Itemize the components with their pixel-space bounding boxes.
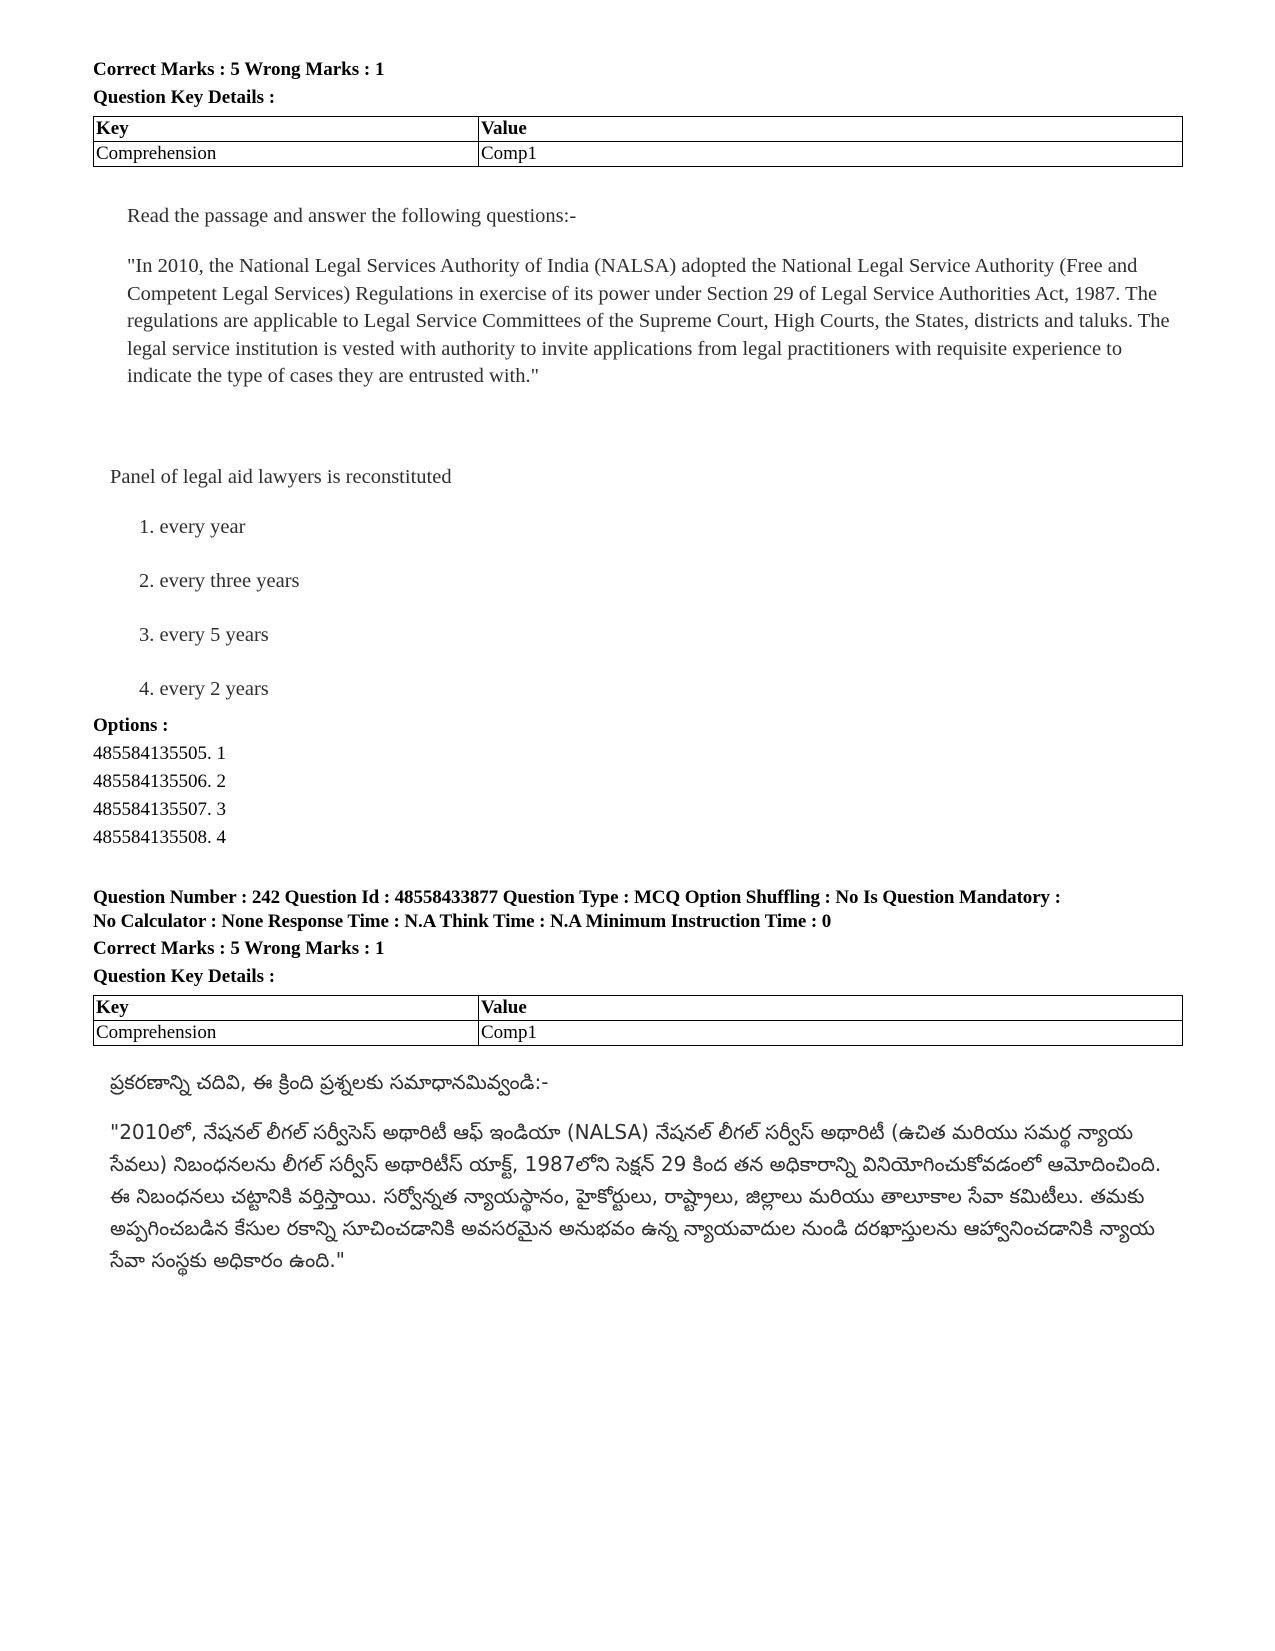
marks-line: Correct Marks : 5 Wrong Marks : 1 xyxy=(93,59,385,80)
question-header xyxy=(93,884,1183,936)
key-details-label: Question Key Details : xyxy=(93,87,276,108)
choice-item: 2. every three years xyxy=(139,570,300,592)
table-row xyxy=(94,142,1183,167)
choice-list xyxy=(139,514,739,730)
marks-line: Correct Marks : 5 Wrong Marks : 1 xyxy=(93,938,385,959)
options-list xyxy=(93,740,1183,852)
table-cell-key: Comprehension xyxy=(94,142,479,167)
passage-paragraph: "In 2010, the National Legal Services Authority of India (NALSA) adopted the National Legal Service Authority (Free and Competent Legal Services) Regulations in exercise of its power under Section 29 of Legal Service Authorities Act, 1987. The regulations are applicable to Legal Service Committees of the Supreme Court, High Courts, the States, districts and taluks. The legal service institution is vested with authority to invite applications from legal practitioners with requisite experience to indicate the type of cases they are entrusted with." xyxy=(127,255,1170,387)
option-item: 485584135508. 4 xyxy=(93,827,226,848)
choice-item: 1. every year xyxy=(139,516,246,538)
table-header-value: Value xyxy=(479,996,1183,1021)
option-item: 485584135506. 2 xyxy=(93,771,226,792)
table-header-row xyxy=(94,117,1183,142)
choice-item: 3. every 5 years xyxy=(139,624,269,646)
key-details-table xyxy=(93,995,1183,1046)
key-details-table xyxy=(93,116,1183,167)
table-cell-key: Comprehension xyxy=(94,1021,479,1046)
passage-intro: Read the passage and answer the following questions:- xyxy=(127,205,577,227)
question-text: Panel of legal aid lawyers is reconstituted xyxy=(110,466,452,488)
key-details-label: Question Key Details : xyxy=(93,966,276,987)
table-cell-value: Comp1 xyxy=(479,142,1183,167)
option-item: 485584135505. 1 xyxy=(93,743,226,764)
table-row xyxy=(94,1021,1183,1046)
passage-intro-telugu: ప్రకరణాన్ని చదివి, ఈ క్రింది ప్రశ్నలకు సమాధానమివ్వండి:- xyxy=(110,1070,549,1094)
table-header-key: Key xyxy=(94,117,479,142)
table-header-value: Value xyxy=(479,117,1183,142)
table-cell-value: Comp1 xyxy=(479,1021,1183,1046)
option-item: 485584135507. 3 xyxy=(93,799,226,820)
passage-text-telugu: "2010లో, నేషనల్ లీగల్ సర్వీసెస్ అథారిటీ ఆఫ్ ఇండియా (NALSA) నేషనల్ లీగల్ సర్వీస్ అథారిటీ (ఉచిత మరియు సమర్థ న్యాయ సేవలు) నిబంధనలను లీగల్ సర్వీస్ అథారిటీస్ యాక్ట్, 1987లోని సెక్షన్ 29 కింద తన అధికారాన్ని వినియోగించుకోవడంలో ఆమోదించింది. ఈ నిబంధనలు చట్టానికి వర్తిస్తాయి. సర్వోన్నత న్యాయస్థానం, హైకోర్టులు, రాష్ట్రాలు, జిల్లాలు మరియు తాలూకాల సేవా కమిటీలు. తమకు అప్పగించబడిన కేసుల రకాన్ని సూచించడానికి అవసరమైన అనుభవం ఉన్న న్యాయవాదుల నుండి దరఖాస్తులను ఆహ్వానించడానికి న్యాయ సేవా సంస్థకు అధికారం ఉంది." xyxy=(110,1120,1162,1272)
options-label: Options : xyxy=(93,715,169,736)
question-header-line: Question Number : 242 Question Id : 48558433877 Question Type : MCQ Option Shuffling : No Is Question Mandatory : xyxy=(93,887,1061,908)
table-header-key: Key xyxy=(94,996,479,1021)
question-header-line: No Calculator : None Response Time : N.A Think Time : N.A Minimum Instruction Time : 0 xyxy=(93,911,832,932)
choice-item: 4. every 2 years xyxy=(139,678,269,700)
passage-text xyxy=(127,253,1172,391)
table-header-row xyxy=(94,996,1183,1021)
